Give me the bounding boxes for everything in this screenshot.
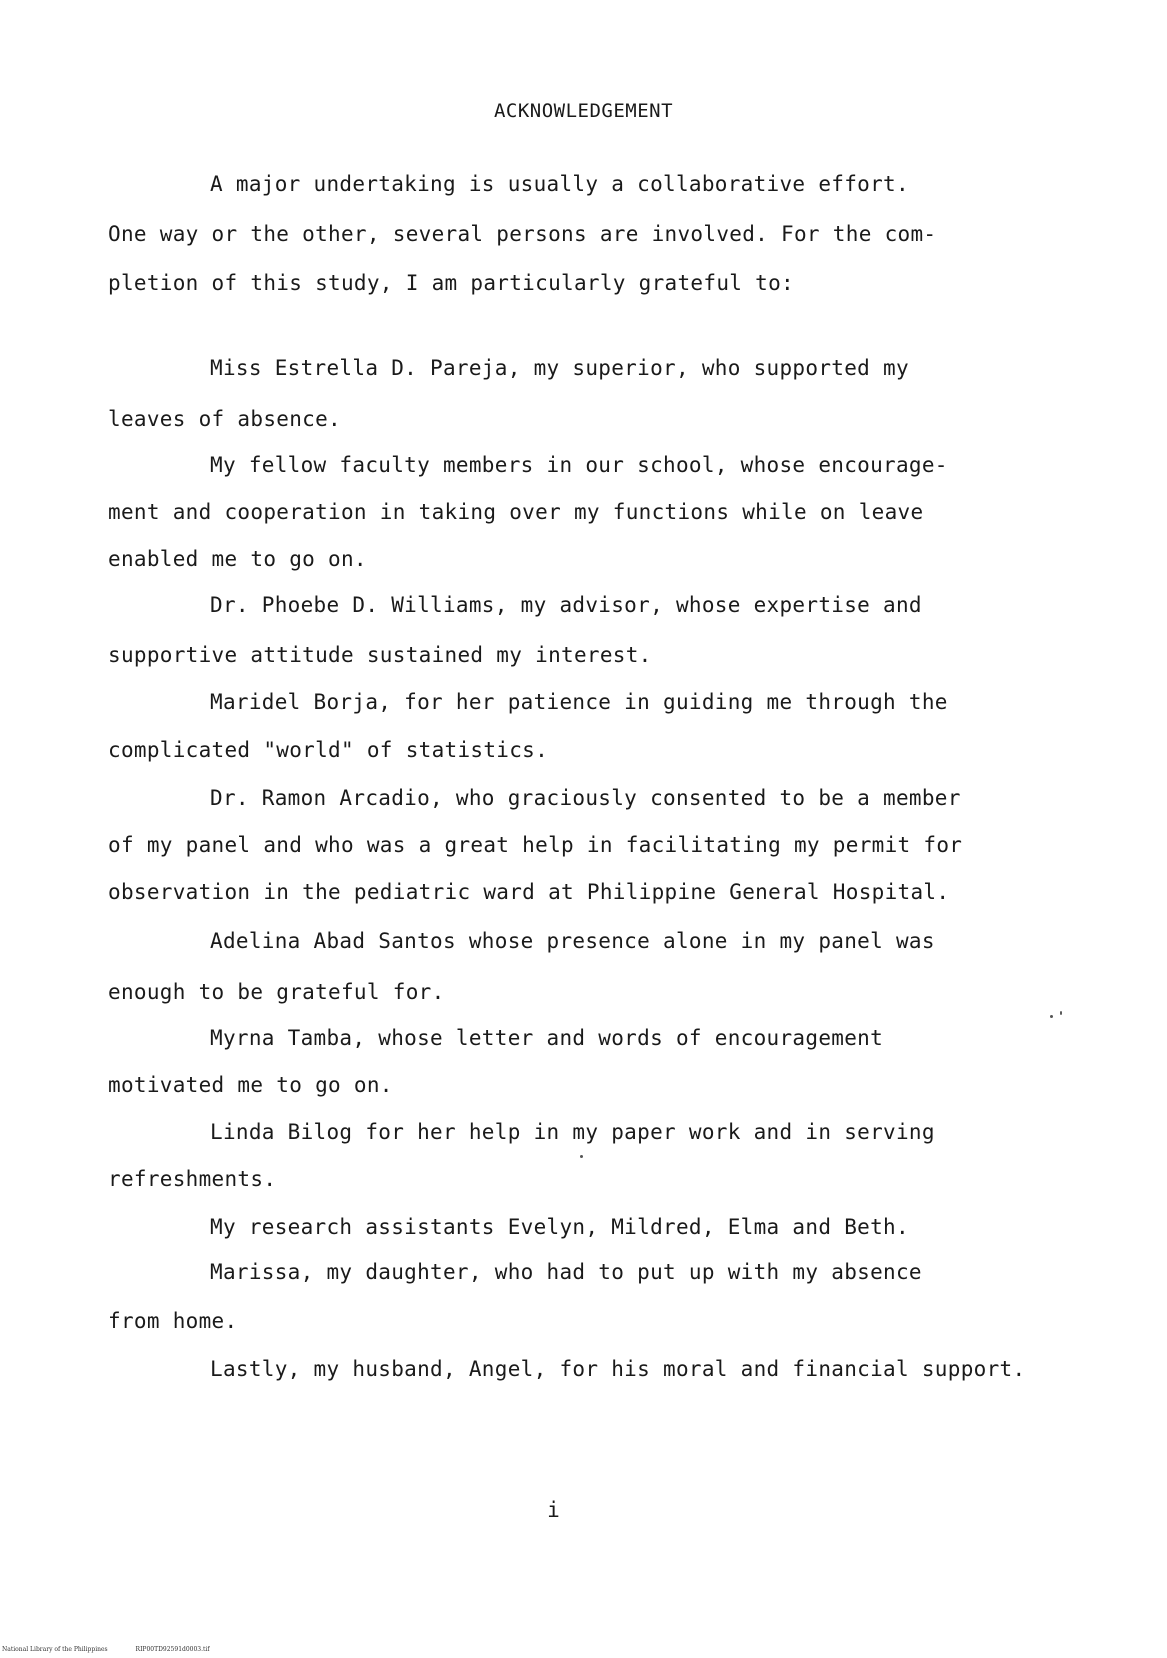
scan-speck <box>1060 1011 1062 1015</box>
body-line: Dr. Ramon Arcadio, who graciously consented to be a member <box>210 786 961 810</box>
body-line: A major undertaking is usually a collaborative effort. <box>210 172 909 196</box>
body-line: My fellow faculty members in our school, whose encourage- <box>210 453 948 477</box>
body-line: Linda Bilog for her help in my paper work and in serving <box>210 1120 935 1144</box>
body-line: Maridel Borja, for her patience in guiding me through the <box>210 690 948 714</box>
body-line: observation in the pediatric ward at Philippine General Hospital. <box>108 880 950 904</box>
body-line: from home. <box>108 1309 238 1333</box>
body-line: One way or the other, several persons are involved. For the com- <box>108 222 937 246</box>
body-line: refreshments. <box>108 1167 277 1191</box>
body-line: My research assistants Evelyn, Mildred, Elma and Beth. <box>210 1215 909 1239</box>
body-line: Myrna Tamba, whose letter and words of encouragement <box>210 1026 884 1050</box>
body-line: Marissa, my daughter, who had to put up with my absence <box>210 1260 922 1284</box>
body-line: supportive attitude sustained my interest. <box>108 643 652 667</box>
body-line: complicated "world" of statistics. <box>108 738 549 762</box>
body-line: Lastly, my husband, Angel, for his moral and financial support. <box>210 1357 1026 1381</box>
body-line: Dr. Phoebe D. Williams, my advisor, whose expertise and <box>210 593 922 617</box>
body-line: motivated me to go on. <box>108 1073 393 1097</box>
footer-library: National Library of the Philippines <box>2 1646 108 1653</box>
body-line: Miss Estrella D. Pareja, my superior, who supported my <box>210 356 909 380</box>
page-number: i <box>547 1498 560 1522</box>
body-line: leaves of absence. <box>108 407 341 431</box>
scan-footer <box>2 1646 210 1653</box>
page-title: ACKNOWLEDGEMENT <box>493 100 674 122</box>
body-line: ment and cooperation in taking over my functions while on leave <box>108 500 924 524</box>
body-line: Adelina Abad Santos whose presence alone in my panel was <box>210 929 935 953</box>
body-line: enough to be grateful for. <box>108 980 445 1004</box>
body-line: of my panel and who was a great help in facilitating my permit for <box>108 833 963 857</box>
body-line: enabled me to go on. <box>108 547 367 571</box>
body-line: pletion of this study, I am particularly grateful to: <box>108 271 794 295</box>
scan-speck <box>580 1155 583 1158</box>
footer-file-id: RIP00TD92591d0003.tif <box>135 1646 210 1653</box>
scan-speck <box>1050 1015 1053 1018</box>
